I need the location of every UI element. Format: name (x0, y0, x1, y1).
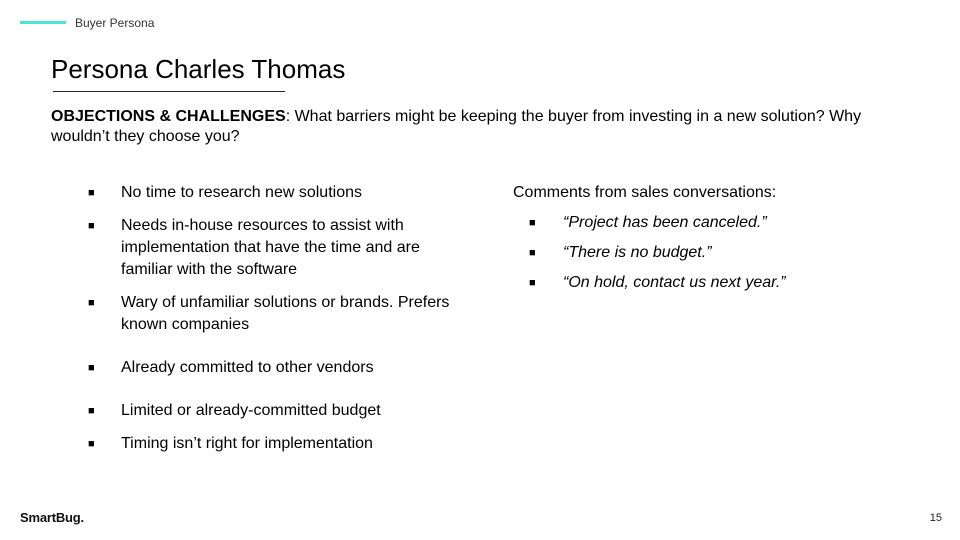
quote-item (529, 272, 929, 294)
square-bullet-icon: ■ (88, 187, 95, 199)
square-bullet-icon: ■ (529, 217, 536, 229)
list-item-text: Timing isn’t right for implementation (121, 435, 373, 452)
quote-text: “Project has been canceled.” (563, 214, 767, 231)
page-number: 15 (929, 512, 942, 524)
list-item (88, 292, 468, 336)
title-divider (53, 91, 285, 92)
quote-item (529, 242, 929, 264)
square-bullet-icon: ■ (88, 362, 95, 374)
quote-text: “There is no budget.” (563, 244, 712, 261)
list-item (88, 433, 468, 455)
square-bullet-icon: ■ (88, 438, 95, 450)
square-bullet-icon: ■ (529, 247, 536, 259)
quote-item (529, 212, 929, 234)
list-item (88, 400, 468, 422)
section-label: Buyer Persona (75, 16, 155, 30)
list-item-text: No time to research new solutions (121, 184, 362, 201)
sales-comments (513, 182, 933, 291)
accent-bar (20, 21, 66, 24)
sales-comments-heading: Comments from sales conversations: (513, 184, 777, 201)
square-bullet-icon: ■ (88, 220, 95, 232)
square-bullet-icon: ■ (88, 297, 95, 309)
smartbug-logo: SmartBug. (20, 510, 84, 525)
prompt-question: : What barriers might be keeping the buyer from investing in a new solution? Why wouldn’t they choose you? (51, 108, 862, 145)
list-item (88, 182, 468, 204)
list-item-text: Needs in-house resources to assist with implementation that have the time and are familiar with the software (121, 217, 420, 278)
list-item (88, 215, 468, 281)
page-title: Persona Charles Thomas (51, 54, 346, 84)
list-item-text: Already committed to other vendors (121, 359, 374, 376)
objections-prompt (51, 107, 871, 147)
list-item-text: Wary of unfamiliar solutions or brands. Prefers known companies (121, 294, 450, 333)
list-item (88, 357, 468, 379)
quote-text: “On hold, contact us next year.” (563, 274, 786, 291)
list-item-text: Limited or already-committed budget (121, 402, 381, 419)
square-bullet-icon: ■ (88, 405, 95, 417)
prompt-heading: OBJECTIONS & CHALLENGES (51, 108, 286, 125)
square-bullet-icon: ■ (529, 277, 536, 289)
